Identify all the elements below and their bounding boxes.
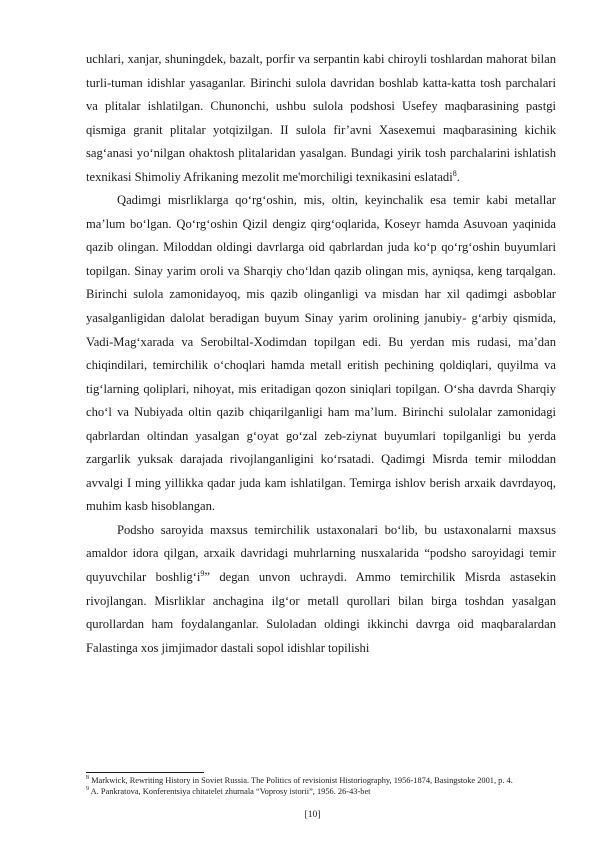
paragraph-3-text: Podsho saroyida maxsus temirchilik ustaxonalari bo‘lib, bu ustaxonalarni maxsus amaldor idora qilgan, arxaik davridagi muhrlarning nusxalarida “podsho saroyidagi temir quyuvchilar boshlig‘i (86, 522, 556, 585)
paragraph-1 (86, 48, 556, 189)
footnote-ref-9[interactable]: 9 (200, 568, 205, 578)
footnote-8 (86, 775, 556, 786)
paragraph-2: Qadimgi misrliklarga qo‘rg‘oshin, mis, oltin, keyinchalik esa temir kabi metallar ma’lum bo‘lgan. Qo‘rg‘oshin Qizil dengiz qirg‘oqlarida, Koseyr hamda Asuvoan yaqinida qazib olingan. Miloddan oldingi davrlarga oid qabrlardan juda ko‘p qo‘rg‘oshin buyumlari topilgan. Sinay yarim oroli va Sharqiy cho‘ldan qazib olingan mis, ayniqsa, keng tarqalgan. Birinchi sulola zamonidayoq, mis qazib olinganligi va misdan har xil qadimgi asboblar yasalganligidan dalolat beradigan buyum Sinay yarim orolining janubiy- g‘arbiy qismida, Vadi-Mag‘xarada va Serobiltal-Xodimdan topilgan edi. Bu yerdan mis rudasi, ma’dan chiqindilari, temirchilik o‘choqlari hamda metall eritish pechining qoldiqlari, quyilma va tig‘larning qoliplari, nihoyat, mis eritadigan qozon siniqlari topilgan. O‘sha davrda Sharqiy cho‘l va Nubiyada oltin qazib chiqarilganligi ham ma’lum. Birinchi sulolalar zamonidagi qabrlardan oltindan yasalgan g‘oyat go‘zal zeb-ziynat buyumlari topilganligi bu yerda zargarlik yuksak darajada rivojlanganligini ko‘rsatadi. Qadimgi Misrda temir miloddan avvalgi I ming yillikka qadar juda kam ishlatilgan. Temirga ishlov berish arxaik davrdayoq, muhim kasb hisoblangan. (86, 193, 556, 514)
paragraph-1-text: uchlari, xanjar, shuningdek, bazalt, porfir va serpantin kabi chiroyli toshlardan mahorat bilan turli-tuman idishlar yasaganlar. Birinchi sulola davridan boshlab katta-katta tosh parchalari va plitalar ishlatilgan. Chunonchi, ushbu sulola podshosi Usefey maqbarasining pastgi qismiga granit plitalar yotqizilgan. II sulola fir’avni Xasexemui maqbarasining kichik sag‘anasi yo‘nilgan ohaktosh plitalaridan yasalgan. Bundagi yirik tosh parchalarini ishlatish texnikasi Shimoliy Afrikaning mezolit me'morchiligi texnikasini eslatadi (86, 52, 556, 184)
footnote-9 (86, 786, 556, 797)
footnote-marker-9: 9 (86, 786, 89, 793)
paragraph-3-end: ” degan unvon uchraydi. Ammo temirchilik Misrda astasekin rivojlangan. Misrliklar anchagina ilg‘or metall qurollari bilan birga toshdan yasalgan qurollardan ham foydalanganlar. Suloladan oldingi ikkinchi davrga oid maqbaralardan Falastinga xos jimjimador dastali sopol idishlar topilishi (86, 570, 556, 655)
footnote-separator (86, 772, 204, 773)
paragraph-1-end: . (456, 169, 460, 184)
footnote-8-text: Markwick, Rewriting History in Soviet Russia. The Politics of revisionist Historiography, 1956-1874, Basingstoke 2001, p. 4. (89, 776, 513, 785)
footnote-marker-8: 8 (86, 775, 89, 782)
footnote-9-text: A. Pankratova, Konferentsiya chitatelei zhurnala “Voprosy istorii”, 1956. 26-43-bet (89, 787, 371, 797)
paragraph-3 (86, 519, 556, 660)
page-body (86, 48, 556, 660)
page-number: [10] (304, 809, 321, 820)
footnotes (86, 775, 556, 797)
footnote-ref-8[interactable]: 8 (452, 168, 457, 178)
